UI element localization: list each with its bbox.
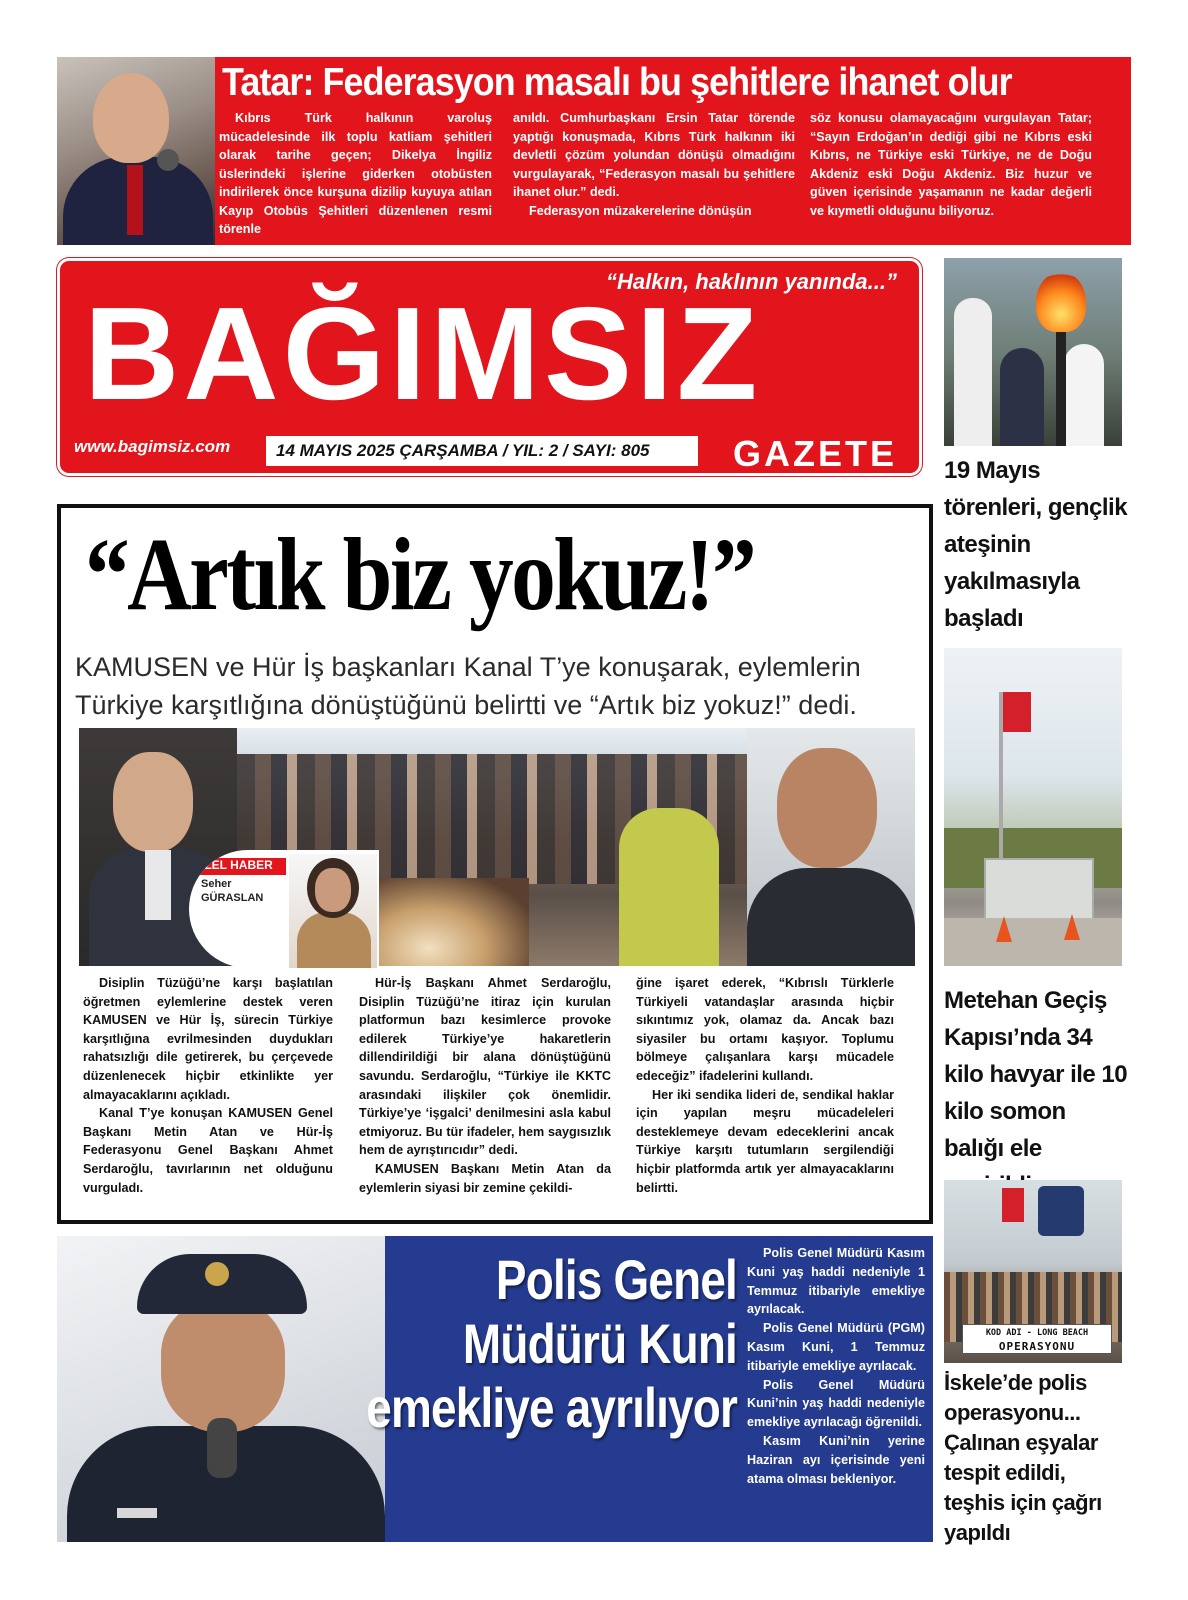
police-story-paragraph: Polis Genel Müdürü Kuni’nin yaş haddi nedeniyle emekliye ayrılacağı öğrenildi. <box>747 1377 925 1430</box>
police-chief-story[interactable] <box>57 1236 933 1542</box>
main-story-paragraph: ğine işaret ederek, “Kıbrıslı Türklerle Türkiyeli vatandaşlar arasında hiçbir sıkıntımız yok, olamaz da. Ancak bazı siyasiler bu ortamı kaşıyor. Toplumu bölmeye çalışanlara karşı mücadele edeceğiz” ifadelerini kullandı. <box>636 976 894 1083</box>
reporter-last-name: GÜRASLAN <box>201 892 264 904</box>
tatar-photo <box>57 57 215 245</box>
top-story-paragraph: anıldı. Cumhurbaşkanı Ersin Tatar törende yaptığı konuşmada, Kıbrıs Türk halkının iki devletli çözüm yolundan dönüşü olmadığını vurgulayarak, “Federasyon masalı bu şehitlere ihanet olur.” dedi. <box>513 111 795 199</box>
gazete-label: GAZETE <box>732 433 897 474</box>
police-story-body <box>747 1244 925 1488</box>
website-link[interactable]: www.bagimsiz.com <box>74 437 231 456</box>
main-story-paragraph: Hür-İş Başkanı Ahmet Serdaroğlu, Disiplin Tüzüğü’ne itiraz için kurulan platformun bazı kesimlerce provoke edilerek Türkiye’ye hakaretlerin dillendirildiği bir alana dönüştüğünü savundu. Serdaroğlu, “Türkiye ile KKTC arasındaki ilişkiler çok önemlidir. Türkiye’ye ‘işgalci’ denilmesini asla kabul etmiyoruz. Bu tür ifadeler, hem saygısızlık hem de ayrıştırıcıdır” dedi. <box>359 976 611 1158</box>
main-story-headline[interactable]: “Artık biz yokuz!” <box>85 517 755 632</box>
top-story-headline[interactable]: Tatar: Federasyon masalı bu şehitlere ihanet olur <box>222 61 1012 104</box>
top-story-banner[interactable] <box>57 57 1131 245</box>
sidebar-headline-iskele[interactable]: İskele’de polis operasyonu... Çalınan eşyalar tespit edildi, teşhis için çağrı yapıldı <box>944 1370 1102 1545</box>
police-story-paragraph: Polis Genel Müdürü Kasım Kuni yaş haddi nedeniyle 1 Temmuz itibariyle emekliye ayrılacak. <box>747 1246 925 1317</box>
main-story-paragraph: Her iki sendika lideri de, sendikal haklar için yapılan meşru mücadeleleri desteklemeye devam edeceklerini ancak Türkiye karşıtı tutumların sergilendiği hiçbir platformda artık yer almayacaklarını belirtti. <box>636 1087 894 1195</box>
main-story-paragraph: Disiplin Tüzüğü’ne karşı başlatılan öğretmen eylemlerine destek veren KAMUSEN ve Hür İş, sürecin Türkiye karşıtlığına evrilmesinden duydukları rahatsızlığı dile getirerek, bu çerçevede düzenlenecek hiçbir etkinlikte yer almayacaklarını açıkladı. <box>83 976 333 1102</box>
operation-title: OPERASYONU <box>998 1340 1076 1353</box>
main-story-paragraph: KAMUSEN Başkanı Metin Atan da eylemlerin siyasi bir zemine çekildi- <box>359 1161 611 1195</box>
top-story-column-2 <box>513 109 795 220</box>
operation-label <box>962 1324 1112 1354</box>
border-gate-photo[interactable] <box>944 648 1122 966</box>
sidebar-headline-metehan[interactable]: Metehan Geçiş Kapısı’nda 34 kilo havyar ile 10 kilo somon balığı ele <box>944 987 1128 1162</box>
slogan: “Halkın, haklının yanında...” <box>606 269 897 294</box>
exclusive-badge: ÖZEL HABER <box>191 858 286 875</box>
sidebar-headline-may19[interactable]: 19 Mayıs törenleri, gençlik ateşinin yakılmasıyla başladı <box>944 457 1128 632</box>
top-story-paragraph: Federasyon müzakerelerine dönüşün <box>529 203 752 218</box>
top-story-column-3: söz konusu olamayacağını vurgulayan Tatar; “Sayın Erdoğan’ın dediği gibi ne Kıbrıs eski Kıbrıs, ne Türkiye eski Türkiye, ne de Doğu Akdeniz eski Doğu Akdeniz. Biz huzur ve güven içerisinde yaşamanın ne kadar değerli ve kıymetli olduğunu biliyoruz. <box>810 111 1092 218</box>
main-story-column-3 <box>636 974 894 1197</box>
main-story-paragraph: Kanal T’ye konuşan KAMUSEN Genel Başkanı Metin Atan ve Hür-İş Federasyonu Genel Başkanı Ahmet Serdaroğlu, tavırlarının net olduğunu vurguladı. <box>83 1106 333 1195</box>
issue-info: 14 MAYIS 2025 ÇARŞAMBA / YIL: 2 / SAYI: 805 <box>266 436 698 466</box>
main-story[interactable] <box>57 504 933 1224</box>
newspaper-logo[interactable]: BAĞIMSIZ <box>84 280 762 427</box>
police-story-headline[interactable]: Polis Genel Müdürü Kuni emekliye ayrılıyor <box>366 1248 737 1439</box>
main-story-column-1 <box>83 974 333 1197</box>
reporter-first-name: Seher <box>201 878 232 890</box>
police-story-paragraph: Kasım Kuni’nin yerine Haziran ayı içerisinde yeni atama olması bekleniyor. <box>747 1433 925 1486</box>
top-story-column-1: Kıbrıs Türk halkının varoluş mücadelesinde ilk toplu katliam şehitleri olarak tarihe geçen; Dikelya İngiliz üslerindeki işlerine giderken otobüsten indirilerek önce kurşuna dizilip kuyuya atılan Kayıp Otobüs Şehitleri düzenlenen resmi törenle <box>219 111 492 236</box>
operation-codename: KOD ADI - LONG BEACH <box>985 1328 1089 1338</box>
main-story-subheadline: KAMUSEN ve Hür İş başkanları Kanal T’ye konuşarak, eylemlerin Türkiye karşıtlığına dönüştüğünü belirtti ve “Artık biz yokuz!” dedi. <box>75 652 861 720</box>
main-story-column-2 <box>359 974 611 1197</box>
reporter-photo <box>289 854 377 968</box>
police-story-paragraph: Polis Genel Müdürü (PGM) Kasım Kuni, 1 Temmuz itibariyle emekliye ayrılacak. <box>747 1321 925 1373</box>
reporter-byline <box>189 850 379 968</box>
police-chief-photo <box>57 1236 385 1542</box>
masthead <box>57 258 922 476</box>
seized-items-photo[interactable] <box>944 1180 1122 1363</box>
torch-ceremony-photo[interactable] <box>944 258 1122 446</box>
